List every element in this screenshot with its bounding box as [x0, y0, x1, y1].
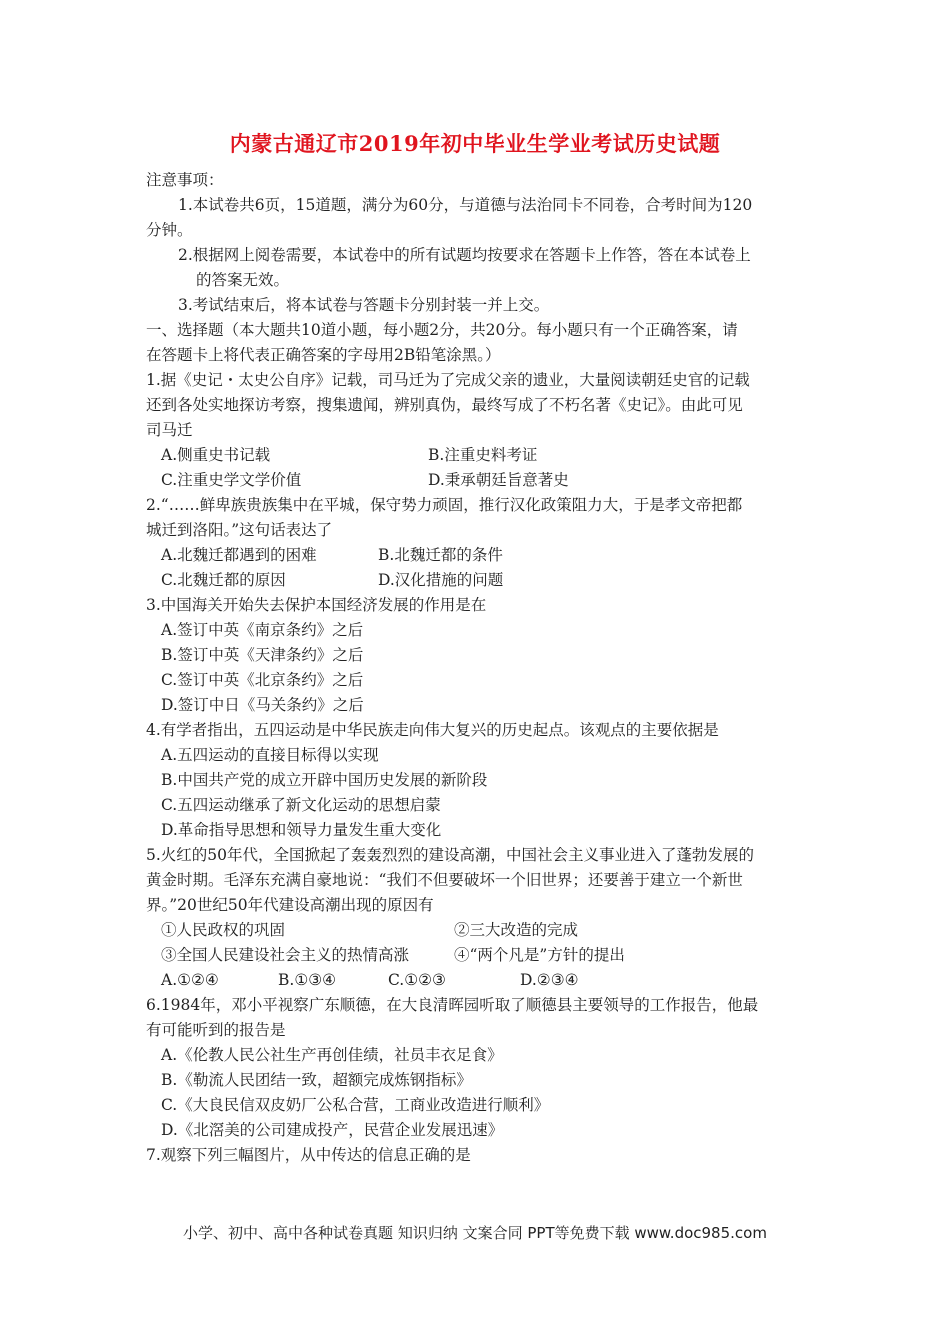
- question-2-stem-2: 城迁到洛阳。”这句话表达了: [146, 521, 333, 539]
- notice-item-2-cont: 的答案无效。: [196, 271, 290, 289]
- q2-option-a: A.北魏迁都遇到的困难: [161, 546, 317, 564]
- question-1-stem-3: 司马迁: [146, 421, 193, 439]
- notice-item-2: 2.根据网上阅卷需要，本试卷中的所有试题均按要求在答题卡上作答，答在本试卷上: [178, 246, 751, 264]
- section-heading-cont: 在答题卡上将代表正确答案的字母用2B铅笔涂黑。）: [146, 346, 501, 364]
- question-5-stem: 5.火红的50年代，全国掀起了轰轰烈烈的建设高潮，中国社会主义事业进入了蓬勃发展的: [146, 846, 755, 864]
- q5-option-c: C.①②③: [388, 971, 446, 989]
- question-6-stem: 6.1984年，邓小平视察广东顺德，在大良清晖园听取了顺德县主要领导的工作报告，他最: [146, 996, 759, 1014]
- q5-statement-1: ①人民政权的巩固: [161, 921, 286, 939]
- notice-item-1-cont: 分钟。: [146, 221, 193, 239]
- q4-option-a: A.五四运动的直接目标得以实现: [161, 746, 379, 764]
- q1-option-b: B.注重史料考证: [428, 446, 538, 464]
- question-7-stem: 7.观察下列三幅图片，从中传达的信息正确的是: [146, 1146, 471, 1164]
- q6-option-a: A.《伦教人民公社生产再创佳绩，社员丰衣足食》: [161, 1046, 503, 1064]
- q3-option-b: B.签订中英《天津条约》之后: [161, 646, 364, 664]
- q6-option-b: B.《勒流人民团结一致，超额完成炼钢指标》: [161, 1071, 472, 1089]
- question-2-stem: 2.“……鲜卑族贵族集中在平城，保守势力顽固，推行汉化政策阻力大，于是孝文帝把都: [146, 496, 743, 514]
- question-4-stem: 4.有学者指出，五四运动是中华民族走向伟大复兴的历史起点。该观点的主要依据是: [146, 721, 719, 739]
- q4-option-b: B.中国共产党的成立开辟中国历史发展的新阶段: [161, 771, 488, 789]
- q4-option-d: D.革命指导思想和领导力量发生重大变化: [161, 821, 442, 839]
- q5-option-d: D.②③④: [520, 971, 579, 989]
- q2-option-b: B.北魏迁都的条件: [378, 546, 503, 564]
- q5-option-a: A.①②④: [161, 971, 219, 989]
- q6-option-c: C.《大良民信双皮奶厂公私合营，工商业改造进行顺利》: [161, 1096, 550, 1114]
- q3-option-d: D.签订中日《马关条约》之后: [161, 696, 364, 714]
- q1-option-a: A.侧重史书记载: [161, 446, 271, 464]
- q3-option-c: C.签订中英《北京条约》之后: [161, 671, 364, 689]
- page-footer: 小学、初中、高中各种试卷真题 知识归纳 文案合同 PPT等免费下载 www.doc985.com: [183, 1224, 767, 1242]
- q5-statement-3: ③全国人民建设社会主义的热情高涨: [161, 946, 410, 964]
- section-heading: 一、选择题（本大题共10道小题，每小题2分，共20分。每小题只有一个正确答案，请: [146, 321, 738, 339]
- question-6-stem-2: 有可能听到的报告是: [146, 1021, 286, 1039]
- question-3-stem: 3.中国海关开始失去保护本国经济发展的作用是在: [146, 596, 487, 614]
- q2-option-d: D.汉化措施的问题: [378, 571, 504, 589]
- q5-statement-4: ④“两个凡是”方针的提出: [454, 946, 625, 964]
- question-5-stem-3: 界。”20世纪50年代建设高潮出现的原因有: [146, 896, 434, 914]
- q2-option-c: C.北魏迁都的原因: [161, 571, 286, 589]
- question-5-stem-2: 黄金时期。毛泽东充满自豪地说：“我们不但要破坏一个旧世界；还要善于建立一个新世: [146, 871, 743, 889]
- q1-option-d: D.秉承朝廷旨意著史: [428, 471, 569, 489]
- q1-option-c: C.注重史学文学价值: [161, 471, 302, 489]
- notice-item-1: 1.本试卷共6页，15道题，满分为60分，与道德与法治同卡不同卷，合考时间为120: [178, 196, 753, 214]
- notice-item-3: 3.考试结束后，将本试卷与答题卡分别封装一并上交。: [178, 296, 550, 314]
- exam-title: 内蒙古通辽市2019年初中毕业生学业考试历史试题: [229, 131, 721, 156]
- q3-option-a: A.签订中英《南京条约》之后: [161, 621, 364, 639]
- q4-option-c: C.五四运动继承了新文化运动的思想启蒙: [161, 796, 441, 814]
- notice-heading: 注意事项：: [146, 171, 224, 189]
- q5-option-b: B.①③④: [278, 971, 337, 989]
- question-1-stem: 1.据《史记・太史公自序》记载，司马迁为了完成父亲的遗业，大量阅读朝廷史官的记载: [146, 371, 750, 389]
- q5-statement-2: ②三大改造的完成: [454, 921, 579, 939]
- question-1-stem-2: 还到各处实地探访考察，搜集遗闻，辨别真伪，最终写成了不朽名著《史记》。由此可见: [146, 396, 743, 414]
- q6-option-d: D.《北滘美的公司建成投产，民营企业发展迅速》: [161, 1121, 504, 1139]
